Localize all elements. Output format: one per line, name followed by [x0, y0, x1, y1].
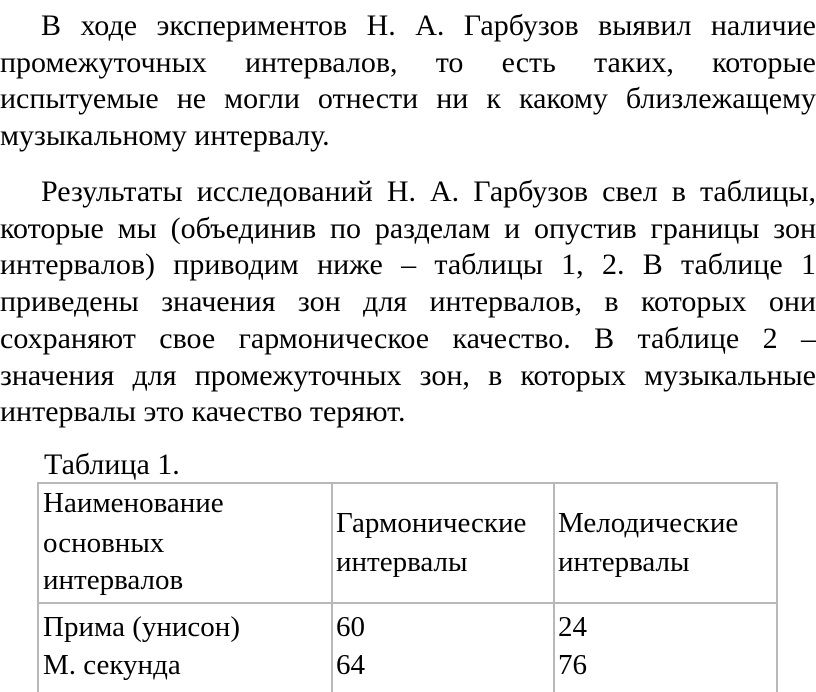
intervals-table	[37, 482, 778, 692]
table-divider-col2	[553, 482, 555, 692]
row-2-melodic: 76	[558, 649, 587, 681]
table-border-left	[37, 482, 39, 692]
header-name-line-2: основных	[43, 527, 165, 559]
table-caption: Таблица 1.	[44, 448, 180, 481]
row-2-name: М. секунда	[43, 649, 181, 681]
table-header-divider	[37, 602, 778, 604]
row-1-melodic: 24	[558, 611, 587, 643]
table-border-top	[37, 482, 778, 484]
table-divider-col1	[331, 482, 333, 692]
table-border-right	[776, 482, 778, 692]
header-harmonic-line-2: интервалы	[336, 546, 468, 578]
paragraph-1: В ходе экспериментов Н. А. Гарбузов выявил наличие промежуточных интервалов, то есть таких, которые испытуемые не могли отнести ни к какому близлежащему музыкальному интервалу.	[0, 9, 816, 153]
paragraph-2: Результаты исследований Н. А. Гарбузов свел в таблицы, которые мы (объединив по разделам и опустив границы зон интервалов) приводим ниже – таблицы 1, 2. В таблице 1 приведены значения зон для интервалов, в которых они сохраняют свое гармоническое качество. В таблице 2 – значения для промежуточных зон, в которых музыкальные интервалы это качество теряют.	[0, 175, 816, 429]
row-2-harmonic: 64	[336, 649, 365, 681]
header-name-line-1: Наименование	[43, 487, 224, 519]
header-harmonic-line-1: Гармонические	[336, 507, 527, 539]
row-1-name: Прима (унисон)	[43, 611, 240, 643]
header-name-line-3: интервалов	[43, 564, 184, 596]
header-melodic-line-2: интервалы	[558, 546, 690, 578]
header-melodic-line-1: Мелодические	[558, 507, 739, 539]
row-1-harmonic: 60	[336, 611, 365, 643]
